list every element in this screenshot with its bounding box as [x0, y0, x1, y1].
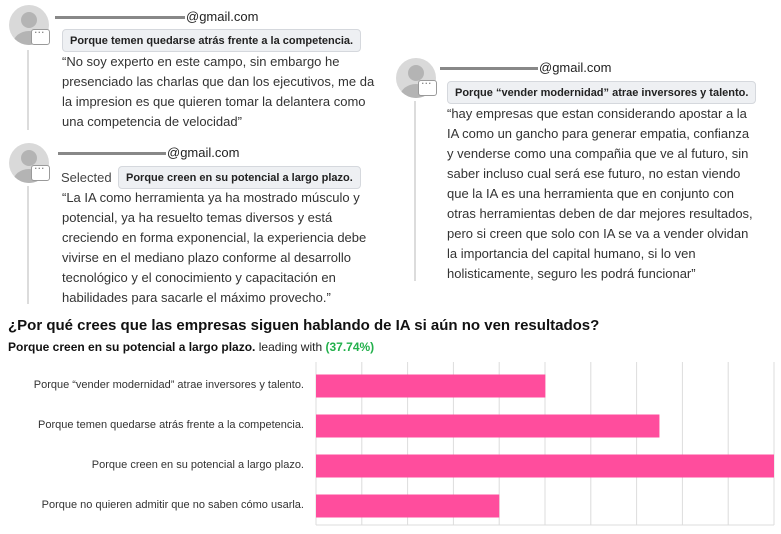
leading-summary	[8, 340, 374, 354]
comment-line: “No soy experto en este campo, sin embargo he	[62, 54, 340, 69]
category-label: Porque no quieren admitir que no saben cómo usarla.	[41, 499, 304, 511]
comment-line: y venderse como una compañia que ve al futuro, sin	[447, 146, 749, 161]
comment-line: presenciado las charlas que dan los ejecutivos, me da	[62, 74, 375, 89]
category-label: Porque “vender modernidad” atrae inversores y talento.	[33, 379, 304, 391]
answer-chip: Porque “vender modernidad” atrae inversores y talento.	[447, 81, 756, 104]
comment-icon	[31, 29, 50, 45]
comment-line: “hay empresas que estan considerando apostar a la	[447, 106, 747, 121]
user-email: @gmail.com	[58, 145, 239, 160]
bar	[316, 495, 499, 518]
leading-percent: (37.74%)	[325, 340, 375, 354]
selected-label: Selected	[61, 170, 112, 185]
leading-with-text: leading with	[258, 340, 323, 354]
comment-line: pero si creen que solo con IA se va a vender olvidan	[447, 226, 749, 241]
comment-line: tecnológico y el conocimiento y capacitación en	[62, 270, 336, 285]
bar	[316, 455, 774, 478]
comment-icon	[31, 165, 50, 181]
user-email: @gmail.com	[440, 60, 611, 75]
thread-line	[27, 186, 29, 304]
answer-chip: Porque temen quedarse atrás frente a la competencia.	[62, 29, 361, 52]
comment-line: una competencia de velocidad”	[62, 114, 242, 129]
comment-text	[62, 188, 397, 308]
leading-answer: Porque creen en su potencial a largo plazo.	[8, 340, 256, 354]
comment-text	[62, 52, 397, 132]
category-label: Porque creen en su potencial a largo plazo.	[91, 459, 304, 471]
comment-line: habilidades para sacarle el máximo provecho.”	[62, 290, 331, 305]
thread-line	[414, 101, 416, 281]
bar	[316, 415, 659, 438]
comment-line: creciendo en forma exponencial, la experiencia debe	[62, 230, 367, 245]
poll-question: ¿Por qué crees que las empresas siguen hablando de IA si aún no ven resultados?	[8, 317, 600, 334]
answer-chip: Porque creen en su potencial a largo plazo.	[118, 166, 361, 189]
thread-line	[27, 50, 29, 130]
comment-line: holisticamente, seguro les podrá funcionar”	[447, 266, 696, 281]
comment-line: IA como un gancho para generar empatia, confianza	[447, 126, 750, 141]
comment-line: la importancia del capital humano, si lo ven	[447, 246, 696, 261]
comment-line: vivirse en el mediano plazo conforme al desarrollo	[62, 250, 352, 265]
bar	[316, 375, 545, 398]
comment-line: que la IA es una herramienta que en conjunto con	[447, 186, 734, 201]
bar-chart-svg	[0, 362, 781, 534]
comment-line: potencial, ya ha resuelto temas diversos y está	[62, 210, 333, 225]
comment-icon	[418, 80, 437, 96]
category-label: Porque temen quedarse atrás frente a la competencia.	[38, 419, 304, 431]
comment-line: “La IA como herramienta ya ha mostrado músculo y	[62, 190, 360, 205]
comment-line: saber incluso cual será ese futuro, no estan viendo	[447, 166, 741, 181]
user-email: @gmail.com	[55, 9, 258, 24]
comment-text	[447, 104, 781, 284]
poll-results-chart	[0, 362, 781, 534]
comment-line: otras herramientas deben de dar mejores resultados,	[447, 206, 753, 221]
comment-line: la impresion es que quieren tomar la delantera como	[62, 94, 366, 109]
